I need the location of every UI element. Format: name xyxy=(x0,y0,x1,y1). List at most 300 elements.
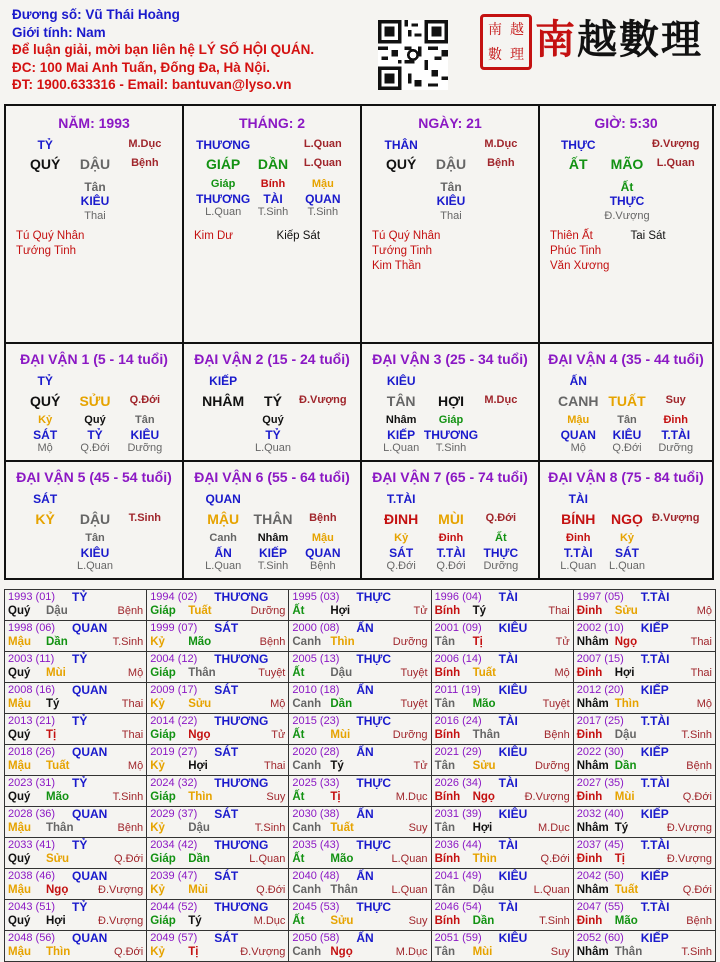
year-branch: Hợi xyxy=(472,822,493,834)
year-stage: Tử xyxy=(413,605,428,617)
pillar-title: NGÀY: 21 xyxy=(418,115,482,131)
hidden-stem: Ất xyxy=(495,532,507,544)
earthly-branch: MÃO xyxy=(610,156,644,172)
year-label: 2001 (09) xyxy=(434,622,482,634)
year-cell[interactable] xyxy=(147,900,289,931)
year-stage: Đ.Vượng xyxy=(240,946,286,958)
year-branch: Mão xyxy=(614,915,638,927)
year-ten-god: KIẾP xyxy=(640,621,669,635)
ten-god-label: QUAN xyxy=(205,492,241,506)
year-ten-god: THỰC xyxy=(356,652,391,666)
year-cell-content xyxy=(577,776,712,806)
year-stem: Bính xyxy=(434,667,461,679)
year-cell[interactable] xyxy=(289,900,431,931)
year-ten-god: TỶ xyxy=(72,652,88,666)
year-branch: Hợi xyxy=(330,605,351,617)
year-cell[interactable] xyxy=(5,683,147,714)
year-stem: Kỷ xyxy=(150,698,165,710)
year-cell-content xyxy=(150,683,285,713)
year-stage: Q.Đới xyxy=(113,853,144,865)
year-stage: Đ.Vượng xyxy=(666,822,712,834)
year-stem: Nhâm xyxy=(576,636,609,648)
year-cell[interactable] xyxy=(147,683,289,714)
year-ten-god: QUAN xyxy=(72,621,108,635)
hidden-stem: Quý xyxy=(262,414,284,426)
year-branch: Tuất xyxy=(472,667,496,679)
year-ten-god: THỰC xyxy=(356,900,391,914)
year-cell-content xyxy=(577,900,712,930)
year-label: 2020 (28) xyxy=(292,746,340,758)
year-branch: Dần xyxy=(46,636,68,648)
year-cell[interactable] xyxy=(5,807,147,838)
hidden-ten-god: TỶ xyxy=(87,428,103,442)
year-cell[interactable] xyxy=(5,931,147,962)
year-stage: Bệnh xyxy=(686,760,712,772)
year-cell-content xyxy=(292,714,427,744)
year-cell-content xyxy=(577,869,712,899)
year-branch: Dậu xyxy=(46,605,68,617)
year-branch: Mão xyxy=(472,698,496,710)
year-branch: Tị xyxy=(472,636,483,648)
stage-label: Bệnh xyxy=(131,157,159,169)
year-row xyxy=(5,900,716,931)
year-cell[interactable] xyxy=(289,652,431,683)
year-stage: Thai xyxy=(690,636,712,648)
year-ten-god: QUAN xyxy=(72,931,108,945)
year-label: 2031 (39) xyxy=(434,808,482,820)
hidden-stem: Tân xyxy=(85,532,105,544)
year-branch: Tuất xyxy=(614,884,639,896)
year-label: 2007 (15) xyxy=(576,653,624,665)
year-cell[interactable] xyxy=(431,714,573,745)
dai-van-title: ĐẠI VẬN 2 (15 - 24 tuổi) xyxy=(194,351,350,367)
year-branch: Dần xyxy=(330,698,353,710)
star-item: Kim Thần xyxy=(372,260,422,272)
heavenly-stem: GIÁP xyxy=(206,156,241,172)
year-ten-god: TÀI xyxy=(498,652,518,666)
year-stem: Mậu xyxy=(8,760,31,772)
year-cell[interactable] xyxy=(573,652,715,683)
year-stem: Mậu xyxy=(8,822,31,834)
qr-code-icon[interactable] xyxy=(378,20,448,90)
year-branch: Dậu xyxy=(472,884,495,896)
pillar-title: GIỜ: 5:30 xyxy=(594,115,658,131)
year-cell-content xyxy=(150,590,285,620)
year-label: 1993 (01) xyxy=(8,591,56,603)
year-branch: Thân xyxy=(472,729,501,741)
year-cell[interactable] xyxy=(573,900,715,931)
ten-god-label: ẤN xyxy=(569,374,587,388)
year-stage: M.Dục xyxy=(537,822,570,834)
hidden-ten-god: TÀI xyxy=(263,192,283,206)
year-cell-content xyxy=(292,621,427,651)
year-row xyxy=(5,838,716,869)
hidden-stem: Canh xyxy=(209,532,237,544)
year-cell[interactable] xyxy=(431,838,573,869)
year-stem: Mậu xyxy=(8,698,31,710)
year-label: 2030 (38) xyxy=(292,808,340,820)
year-cell[interactable] xyxy=(147,745,289,776)
year-cell[interactable] xyxy=(573,776,715,807)
year-branch: Dần xyxy=(188,853,210,865)
year-branch: Ngọ xyxy=(472,791,495,803)
year-cell-content xyxy=(292,776,427,806)
year-cell[interactable] xyxy=(573,869,715,900)
dai-van-cell[interactable] xyxy=(184,344,362,462)
star-item: Văn Xương xyxy=(550,260,610,272)
year-cell[interactable] xyxy=(431,807,573,838)
year-cell-content xyxy=(8,683,143,713)
dai-van-cell[interactable] xyxy=(6,344,184,462)
year-label: 2023 (31) xyxy=(8,777,56,789)
year-cell[interactable] xyxy=(147,621,289,652)
year-stem: Mậu xyxy=(8,946,31,958)
year-branch: Dần xyxy=(614,760,637,772)
year-stem: Quý xyxy=(8,791,31,803)
year-stage: Đ.Vượng xyxy=(666,853,712,865)
year-branch: Dần xyxy=(472,915,495,927)
year-cell[interactable] xyxy=(573,621,715,652)
year-label: 2043 (51) xyxy=(8,901,56,913)
year-label: 2029 (37) xyxy=(150,808,198,820)
year-cell[interactable] xyxy=(147,931,289,962)
heavenly-stem: TÂN xyxy=(386,393,416,409)
year-cell-content xyxy=(150,838,285,868)
year-branch: Dậu xyxy=(614,729,637,741)
year-row xyxy=(5,652,716,683)
year-cell[interactable] xyxy=(431,900,573,931)
year-cell-content xyxy=(150,745,285,775)
year-cell[interactable] xyxy=(5,621,147,652)
year-stage: Mộ xyxy=(696,698,712,710)
year-ten-god: KIẾP xyxy=(640,869,669,883)
year-cell-content xyxy=(150,807,285,837)
year-label: 2039 (47) xyxy=(150,870,198,882)
star-item: Tướng Tinh xyxy=(16,245,76,257)
year-cell[interactable] xyxy=(431,683,573,714)
year-stage: M.Dục xyxy=(395,791,428,803)
heavenly-stem: QUÝ xyxy=(385,156,417,172)
year-stage: Q.Đới xyxy=(682,791,712,803)
year-stem: Quý xyxy=(8,605,31,617)
year-branch: Sửu xyxy=(46,853,70,865)
year-ten-god: T.TÀI xyxy=(640,776,670,790)
year-row xyxy=(5,745,716,776)
year-cell-content xyxy=(577,621,712,651)
pillar-cell[interactable] xyxy=(362,106,540,344)
year-cell[interactable] xyxy=(431,869,573,900)
year-cell[interactable] xyxy=(573,590,715,621)
year-branch: Sửu xyxy=(330,915,354,927)
year-cell-content xyxy=(292,838,427,868)
year-ten-god: TÀI xyxy=(498,714,518,728)
year-ten-god: KIÊU xyxy=(498,683,528,697)
year-cell[interactable] xyxy=(431,590,573,621)
earthly-branch: MÙI xyxy=(438,511,464,527)
year-ten-god: T.TÀI xyxy=(640,590,670,604)
year-ten-god: THƯƠNG xyxy=(214,652,269,666)
year-stage: Thai xyxy=(263,760,286,772)
year-stem: Canh xyxy=(292,698,322,710)
year-branch: Thìn xyxy=(330,636,355,648)
hidden-stage: Q.Đới xyxy=(436,560,466,572)
year-cell[interactable] xyxy=(573,714,715,745)
hidden-stem: Mậu xyxy=(311,178,334,190)
year-stage: Dưỡng xyxy=(250,605,286,617)
year-cell-content xyxy=(292,931,427,961)
ten-god-label: TỶ xyxy=(37,374,53,388)
year-label: 2005 (13) xyxy=(292,653,340,665)
year-cell-content xyxy=(435,807,570,837)
year-cell[interactable] xyxy=(5,652,147,683)
year-cell[interactable] xyxy=(289,931,431,962)
brand-title xyxy=(535,8,703,65)
year-stage: Tuyệt xyxy=(542,698,570,710)
year-branch: Tý xyxy=(46,698,60,710)
year-label: 2042 (50) xyxy=(576,870,624,882)
year-cell[interactable] xyxy=(573,745,715,776)
year-cell[interactable] xyxy=(573,807,715,838)
year-branch: Ngọ xyxy=(330,946,353,958)
hidden-ten-god: THỰC xyxy=(609,194,645,208)
year-cell[interactable] xyxy=(289,590,431,621)
year-ten-god: ẤN xyxy=(356,869,374,883)
year-cell[interactable] xyxy=(5,900,147,931)
year-branch: Tị xyxy=(188,946,199,958)
year-cell[interactable] xyxy=(573,931,715,962)
year-ten-god: SÁT xyxy=(214,683,239,697)
year-stem: Giáp xyxy=(150,791,176,803)
year-branch: Dậu xyxy=(330,667,353,679)
gender-label: Giới tính: xyxy=(12,24,73,40)
year-cell-content xyxy=(577,745,712,775)
year-ten-god: SÁT xyxy=(214,807,239,821)
year-cell[interactable] xyxy=(147,869,289,900)
contact-line: Để luận giải, mời bạn liên hệ LÝ SỐ HỘI QUÁN. xyxy=(12,42,315,57)
ten-god-label: SÁT xyxy=(33,492,58,506)
year-cell-content xyxy=(8,869,143,899)
year-cell-content xyxy=(150,652,285,682)
year-cell[interactable] xyxy=(5,714,147,745)
year-branch: Mùi xyxy=(472,946,493,958)
year-branch: Sửu xyxy=(614,605,638,617)
hidden-stage: L.Quan xyxy=(560,560,597,572)
year-cell-content xyxy=(292,807,427,837)
year-stage: Q.Đới xyxy=(682,884,712,896)
heavenly-stem: ĐINH xyxy=(384,511,419,527)
year-ten-god: THƯƠNG xyxy=(214,776,269,790)
year-ten-god: KIÊU xyxy=(498,807,528,821)
year-cell[interactable] xyxy=(5,590,147,621)
year-cell-content xyxy=(577,683,712,713)
hidden-stage: L.Quan xyxy=(205,206,242,218)
pillar-cell[interactable] xyxy=(540,106,714,344)
stage-label: L.Quan xyxy=(656,157,695,169)
year-cell[interactable] xyxy=(147,652,289,683)
year-label: 2016 (24) xyxy=(434,715,482,727)
year-cell[interactable] xyxy=(289,776,431,807)
year-cell[interactable] xyxy=(431,776,573,807)
year-cell[interactable] xyxy=(289,838,431,869)
year-cell[interactable] xyxy=(431,621,573,652)
year-stage: Dưỡng xyxy=(392,729,428,741)
year-branch: Tị xyxy=(46,729,57,741)
hidden-stem: Mậu xyxy=(567,414,590,426)
year-ten-god: THƯƠNG xyxy=(214,590,269,604)
year-cell[interactable] xyxy=(573,838,715,869)
year-label: 2035 (43) xyxy=(292,839,340,851)
year-ten-god: TÀI xyxy=(498,776,518,790)
hidden-stem: Quý xyxy=(84,414,106,426)
year-cell[interactable] xyxy=(147,807,289,838)
year-ten-god: ẤN xyxy=(356,683,374,697)
year-ten-god: THỰC xyxy=(356,590,391,604)
year-cell[interactable] xyxy=(5,838,147,869)
year-stage: Thai xyxy=(121,698,144,710)
star-item: Kiếp Sát xyxy=(276,230,321,242)
year-stage: Dưỡng xyxy=(534,760,570,772)
year-branch: Mùi xyxy=(330,729,351,741)
dai-van-cell[interactable] xyxy=(362,462,540,580)
year-branch: Sửu xyxy=(472,760,496,772)
ten-god-label: THÂN xyxy=(384,138,418,152)
hidden-stage: Dưỡng xyxy=(127,442,163,454)
year-label: 2050 (58) xyxy=(292,932,340,944)
heavenly-stem: QUÝ xyxy=(29,393,61,409)
earthly-branch: DẦN xyxy=(257,156,289,172)
year-cell[interactable] xyxy=(573,683,715,714)
ten-god-label: THỰC xyxy=(560,138,596,152)
year-ten-god: TỶ xyxy=(72,776,88,790)
hidden-stage: T.Sinh xyxy=(435,442,467,454)
hidden-stage: L.Quan xyxy=(383,442,420,454)
year-cell[interactable] xyxy=(147,776,289,807)
star-item: Tai Sát xyxy=(630,230,666,242)
owner-name: Vũ Thái Hoàng xyxy=(85,7,180,22)
hidden-stem: Đinh xyxy=(663,414,688,426)
star-item: Tướng Tinh xyxy=(372,245,432,257)
year-cell[interactable] xyxy=(431,745,573,776)
hidden-ten-god: THƯƠNG xyxy=(423,428,479,442)
hidden-stem: Đinh xyxy=(566,532,591,544)
year-branch: Thìn xyxy=(614,698,640,710)
year-branch: Dậu xyxy=(188,822,210,834)
year-stage: Mộ xyxy=(127,760,144,772)
year-stage: Thai xyxy=(548,605,570,617)
hidden-stage: Bệnh xyxy=(309,560,336,572)
owner-line xyxy=(12,6,314,24)
hidden-stem: Tân xyxy=(440,180,462,194)
year-label: 1999 (07) xyxy=(150,622,198,634)
hidden-ten-god: QUAN xyxy=(305,546,341,560)
year-cell-content xyxy=(435,621,570,651)
stage-label: Bệnh xyxy=(309,512,337,524)
year-cell-content xyxy=(8,652,143,682)
year-ten-god: ẤN xyxy=(356,931,374,945)
hidden-ten-god: KIÊU xyxy=(80,194,110,208)
year-cell[interactable] xyxy=(289,683,431,714)
stage-label: Đ.Vượng xyxy=(299,394,347,406)
dai-van-title: ĐẠI VẬN 3 (25 - 34 tuổi) xyxy=(372,351,528,367)
year-cell-content xyxy=(150,900,285,930)
year-cell[interactable] xyxy=(289,745,431,776)
stage-label: L.Quan xyxy=(303,138,342,150)
year-branch: Tị xyxy=(330,791,341,803)
year-cell[interactable] xyxy=(431,652,573,683)
year-stem: Tân xyxy=(434,760,456,772)
pillar-cell[interactable] xyxy=(184,106,362,344)
year-stem: Nhâm xyxy=(576,884,609,896)
year-cell-content xyxy=(150,931,285,961)
year-stem: Giáp xyxy=(150,729,176,741)
year-stem: Giáp xyxy=(150,915,176,927)
year-ten-god: KIẾP xyxy=(640,745,669,759)
year-cell[interactable] xyxy=(5,745,147,776)
year-stem: Đinh xyxy=(576,667,603,679)
year-branch: Thìn xyxy=(472,853,497,865)
year-cell[interactable] xyxy=(147,714,289,745)
year-cell-content xyxy=(150,869,285,899)
year-label: 2022 (30) xyxy=(576,746,624,758)
dai-van-cell[interactable] xyxy=(540,462,714,580)
year-row xyxy=(5,869,716,900)
year-branch: Thìn xyxy=(46,946,71,958)
stage-label: Q.Đới xyxy=(485,512,517,524)
dai-van-cell[interactable] xyxy=(362,344,540,462)
year-cell[interactable] xyxy=(289,714,431,745)
hidden-stage: Mộ xyxy=(37,442,53,454)
hidden-stem: Bính xyxy=(260,178,286,190)
dai-van-cell[interactable] xyxy=(540,344,714,462)
year-cell[interactable] xyxy=(289,807,431,838)
dai-van-cell[interactable] xyxy=(184,462,362,580)
year-cell[interactable] xyxy=(431,931,573,962)
year-branch: Tý xyxy=(188,915,202,927)
hidden-stage: L.Quan xyxy=(76,560,114,572)
hidden-stem: Kỷ xyxy=(619,532,635,544)
year-branch: Mùi xyxy=(46,667,66,679)
year-stem: Đinh xyxy=(576,605,603,617)
year-cell[interactable] xyxy=(289,621,431,652)
stage-label: Suy xyxy=(665,394,686,406)
year-cell-content xyxy=(577,838,712,868)
heavenly-stem: KỶ xyxy=(35,511,55,527)
year-cell[interactable] xyxy=(147,590,289,621)
dai-van-cell[interactable] xyxy=(6,462,184,580)
year-stage: M.Dục xyxy=(253,915,286,927)
star-item: Thiên Ất xyxy=(550,230,593,242)
year-stem: Nhâm xyxy=(576,946,609,958)
earthly-branch: TUẤT xyxy=(608,393,646,409)
year-cell[interactable] xyxy=(147,838,289,869)
year-stage: Tử xyxy=(271,729,286,741)
year-cell-content xyxy=(8,776,143,806)
year-ten-god: TÀI xyxy=(498,590,518,604)
year-ten-god: KIẾP xyxy=(640,807,669,821)
year-cell[interactable] xyxy=(289,869,431,900)
year-branch: Ngọ xyxy=(46,884,69,896)
pillar-cell[interactable] xyxy=(6,106,184,344)
year-cell[interactable] xyxy=(5,869,147,900)
year-stage: Suy xyxy=(266,791,286,803)
year-label: 2033 (41) xyxy=(8,839,56,851)
year-label: 2049 (57) xyxy=(150,932,198,944)
year-row xyxy=(5,931,716,962)
year-branch: Mùi xyxy=(614,791,635,803)
year-cell[interactable] xyxy=(5,776,147,807)
year-stage: Mộ xyxy=(696,605,712,617)
star-item: Kim Dư xyxy=(194,230,234,242)
